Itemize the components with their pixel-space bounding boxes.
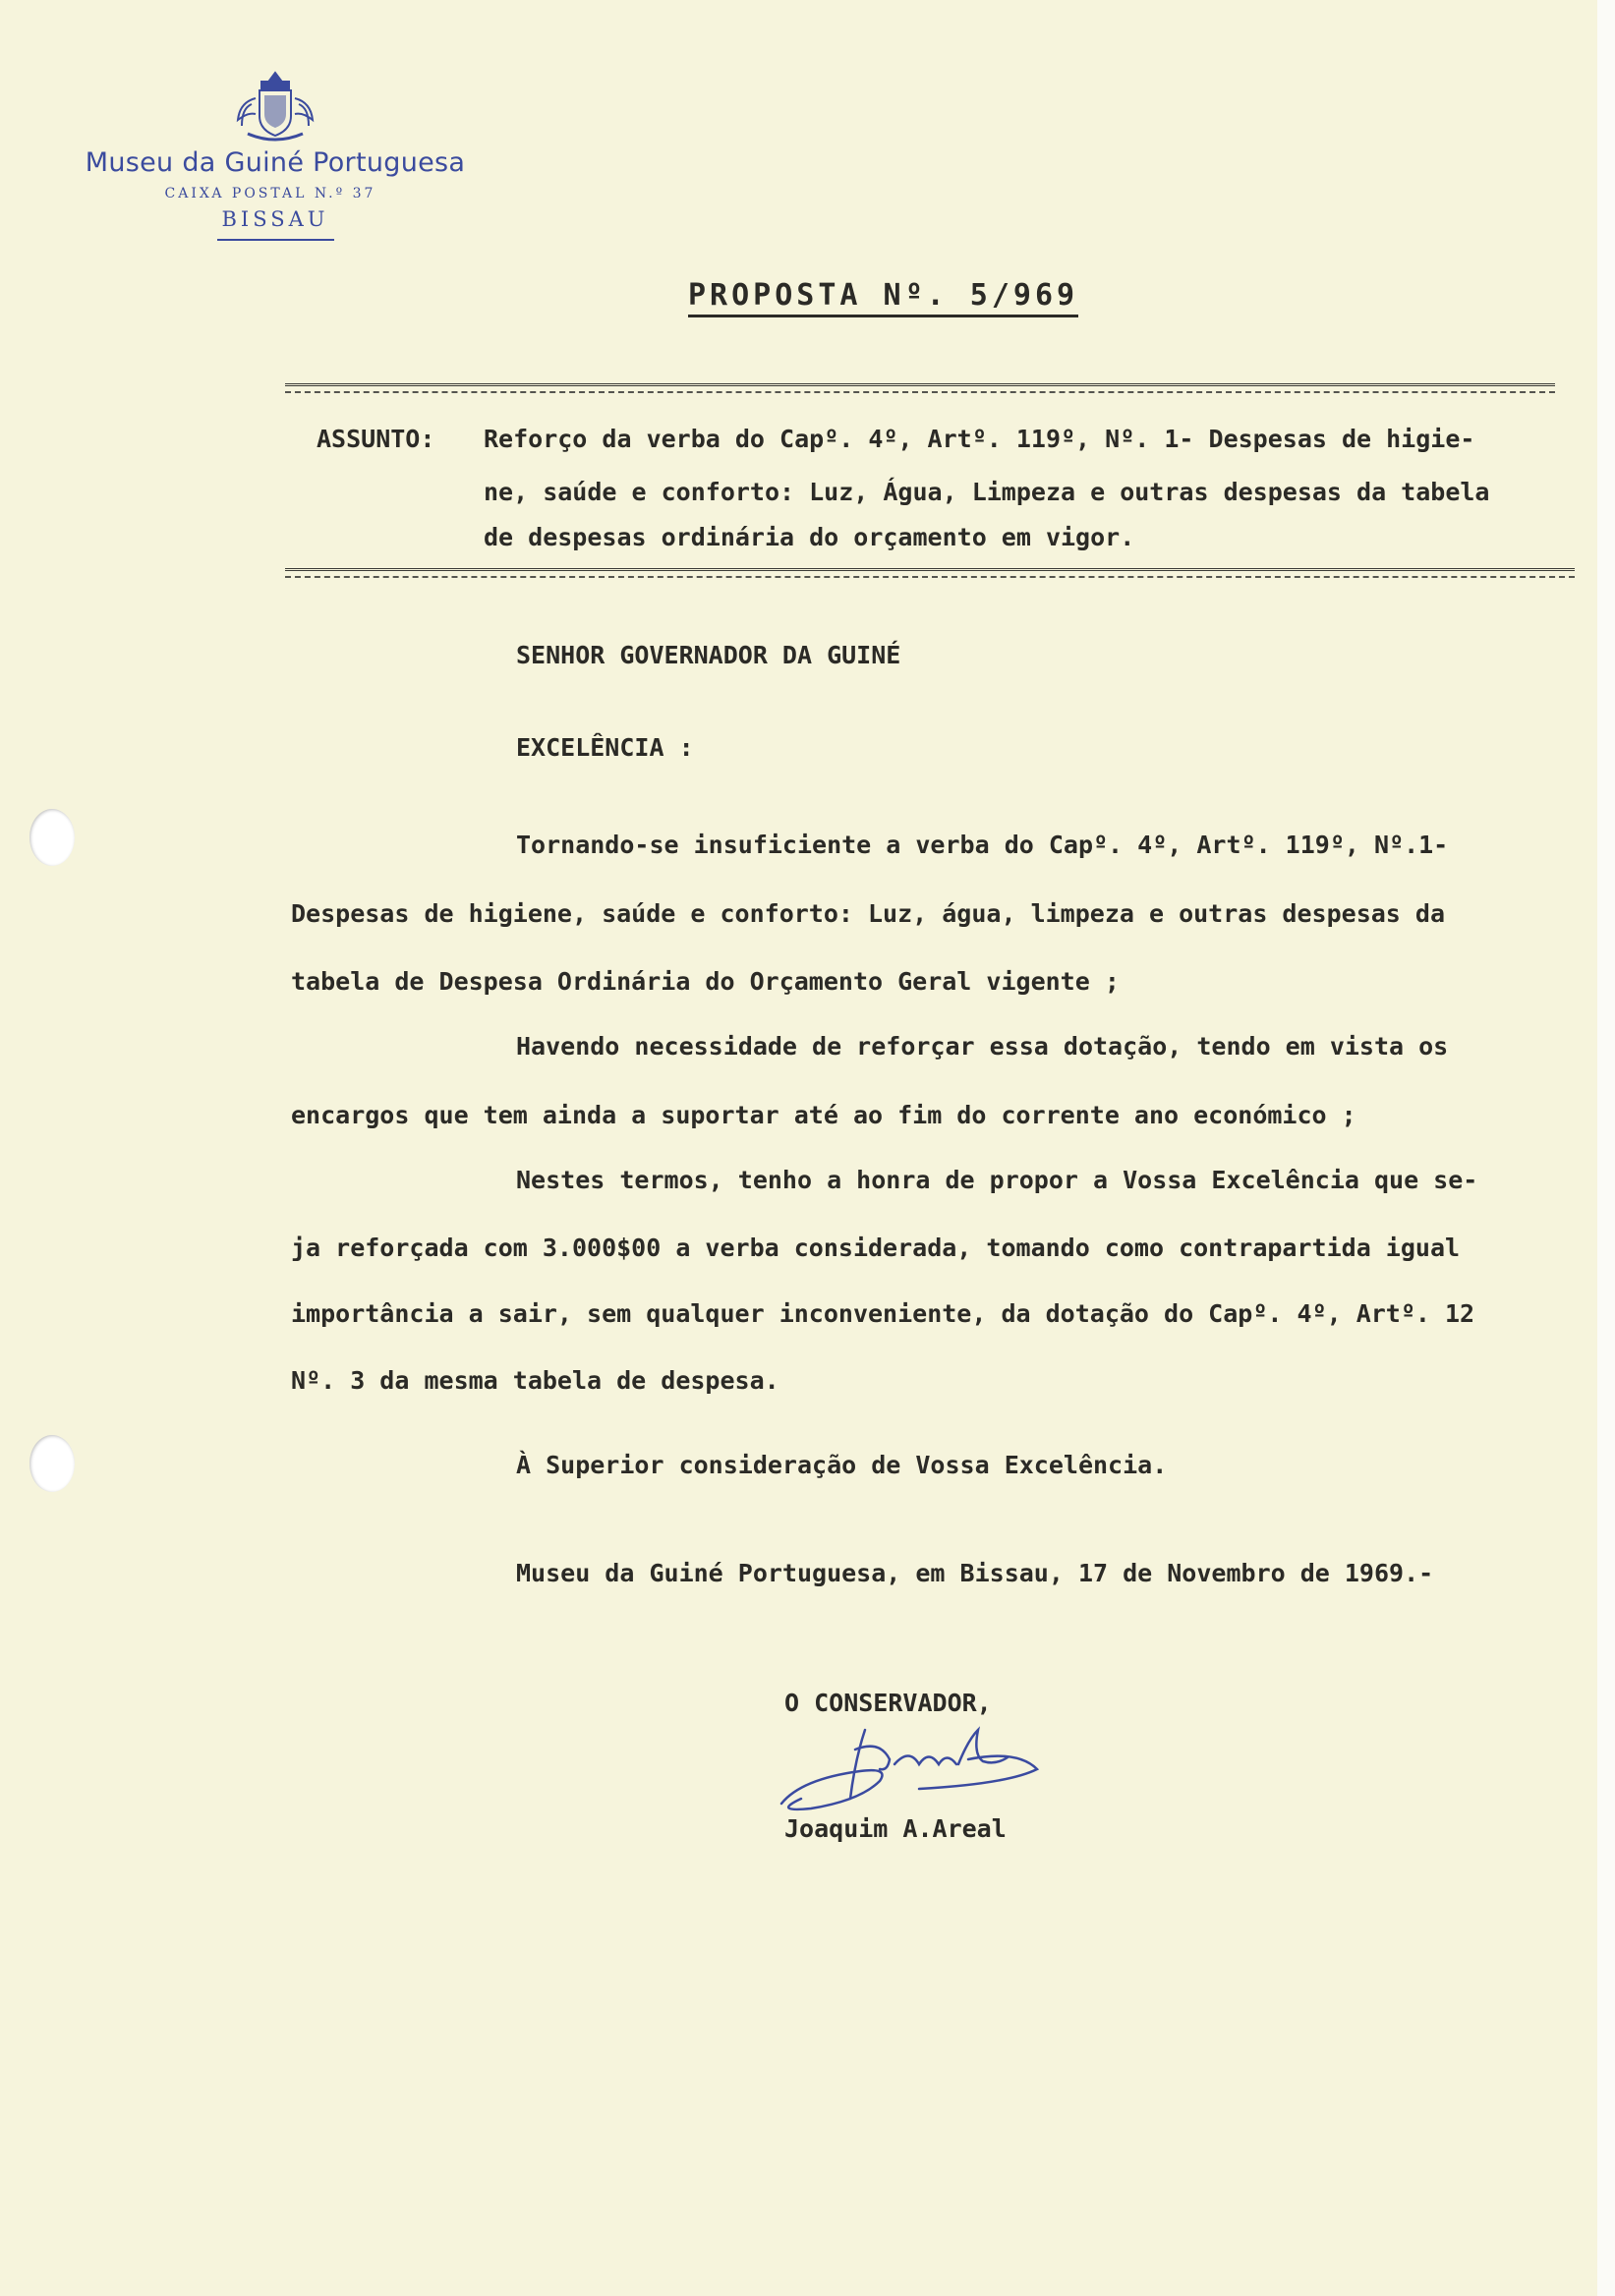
divider bbox=[285, 391, 1555, 393]
punch-hole bbox=[29, 809, 75, 866]
body-line: encargos que tem ainda a suportar até ao fim do corrente ano económico ; bbox=[291, 1101, 1356, 1129]
signatory-name: Joaquim A.Areal bbox=[784, 1814, 1007, 1843]
document-title: PROPOSTA Nº. 5/969 bbox=[688, 278, 1078, 317]
signatory-title: O CONSERVADOR, bbox=[784, 1689, 992, 1717]
body-line: Tornando-se insuficiente a verba do Capº. 4º, Artº. 119º, Nº.1- bbox=[516, 831, 1449, 859]
letterhead bbox=[49, 69, 501, 241]
body-line: Havendo necessidade de reforçar essa dotação, tendo em vista os bbox=[516, 1032, 1449, 1061]
place-date: Museu da Guiné Portuguesa, em Bissau, 17 de Novembro de 1969.- bbox=[516, 1559, 1434, 1587]
punch-hole bbox=[29, 1435, 75, 1492]
coat-of-arms-icon bbox=[226, 69, 324, 147]
body-line: Nestes termos, tenho a honra de propor a Vossa Excelência que se- bbox=[516, 1166, 1478, 1194]
body-line: importância a sair, sem qualquer inconveniente, da dotação do Capº. 4º, Artº. 12 bbox=[291, 1299, 1475, 1328]
closing-line: À Superior consideração de Vossa Excelência. bbox=[516, 1451, 1168, 1479]
body-line: tabela de Despesa Ordinária do Orçamento Geral vigente ; bbox=[291, 967, 1120, 996]
divider bbox=[285, 383, 1555, 386]
body-line: ja reforçada com 3.000$00 a verba considerada, tomando como contrapartida igual bbox=[291, 1234, 1461, 1262]
subject-label: ASSUNTO: bbox=[317, 425, 435, 453]
institution-name: Museu da Guiné Portuguesa bbox=[85, 147, 466, 178]
body-line: Nº. 3 da mesma tabela de despesa. bbox=[291, 1366, 779, 1395]
city: BISSAU bbox=[217, 207, 334, 241]
addressee: SENHOR GOVERNADOR DA GUINÉ bbox=[516, 641, 901, 669]
subject-line: Reforço da verba do Capº. 4º, Artº. 119º, Nº. 1- Despesas de higie- bbox=[484, 425, 1475, 453]
body-line: Despesas de higiene, saúde e conforto: Luz, água, limpeza e outras despesas da bbox=[291, 899, 1445, 928]
subject-line: de despesas ordinária do orçamento em vigor. bbox=[484, 523, 1135, 551]
page-edge bbox=[1597, 0, 1615, 2296]
handwritten-signature bbox=[772, 1710, 1057, 1818]
divider bbox=[285, 568, 1575, 571]
postal-box: CAIXA POSTAL N.º 37 bbox=[164, 186, 376, 201]
divider bbox=[285, 576, 1575, 578]
salutation: EXCELÊNCIA : bbox=[516, 733, 694, 762]
subject-line: ne, saúde e conforto: Luz, Água, Limpeza e outras despesas da tabela bbox=[484, 478, 1490, 506]
